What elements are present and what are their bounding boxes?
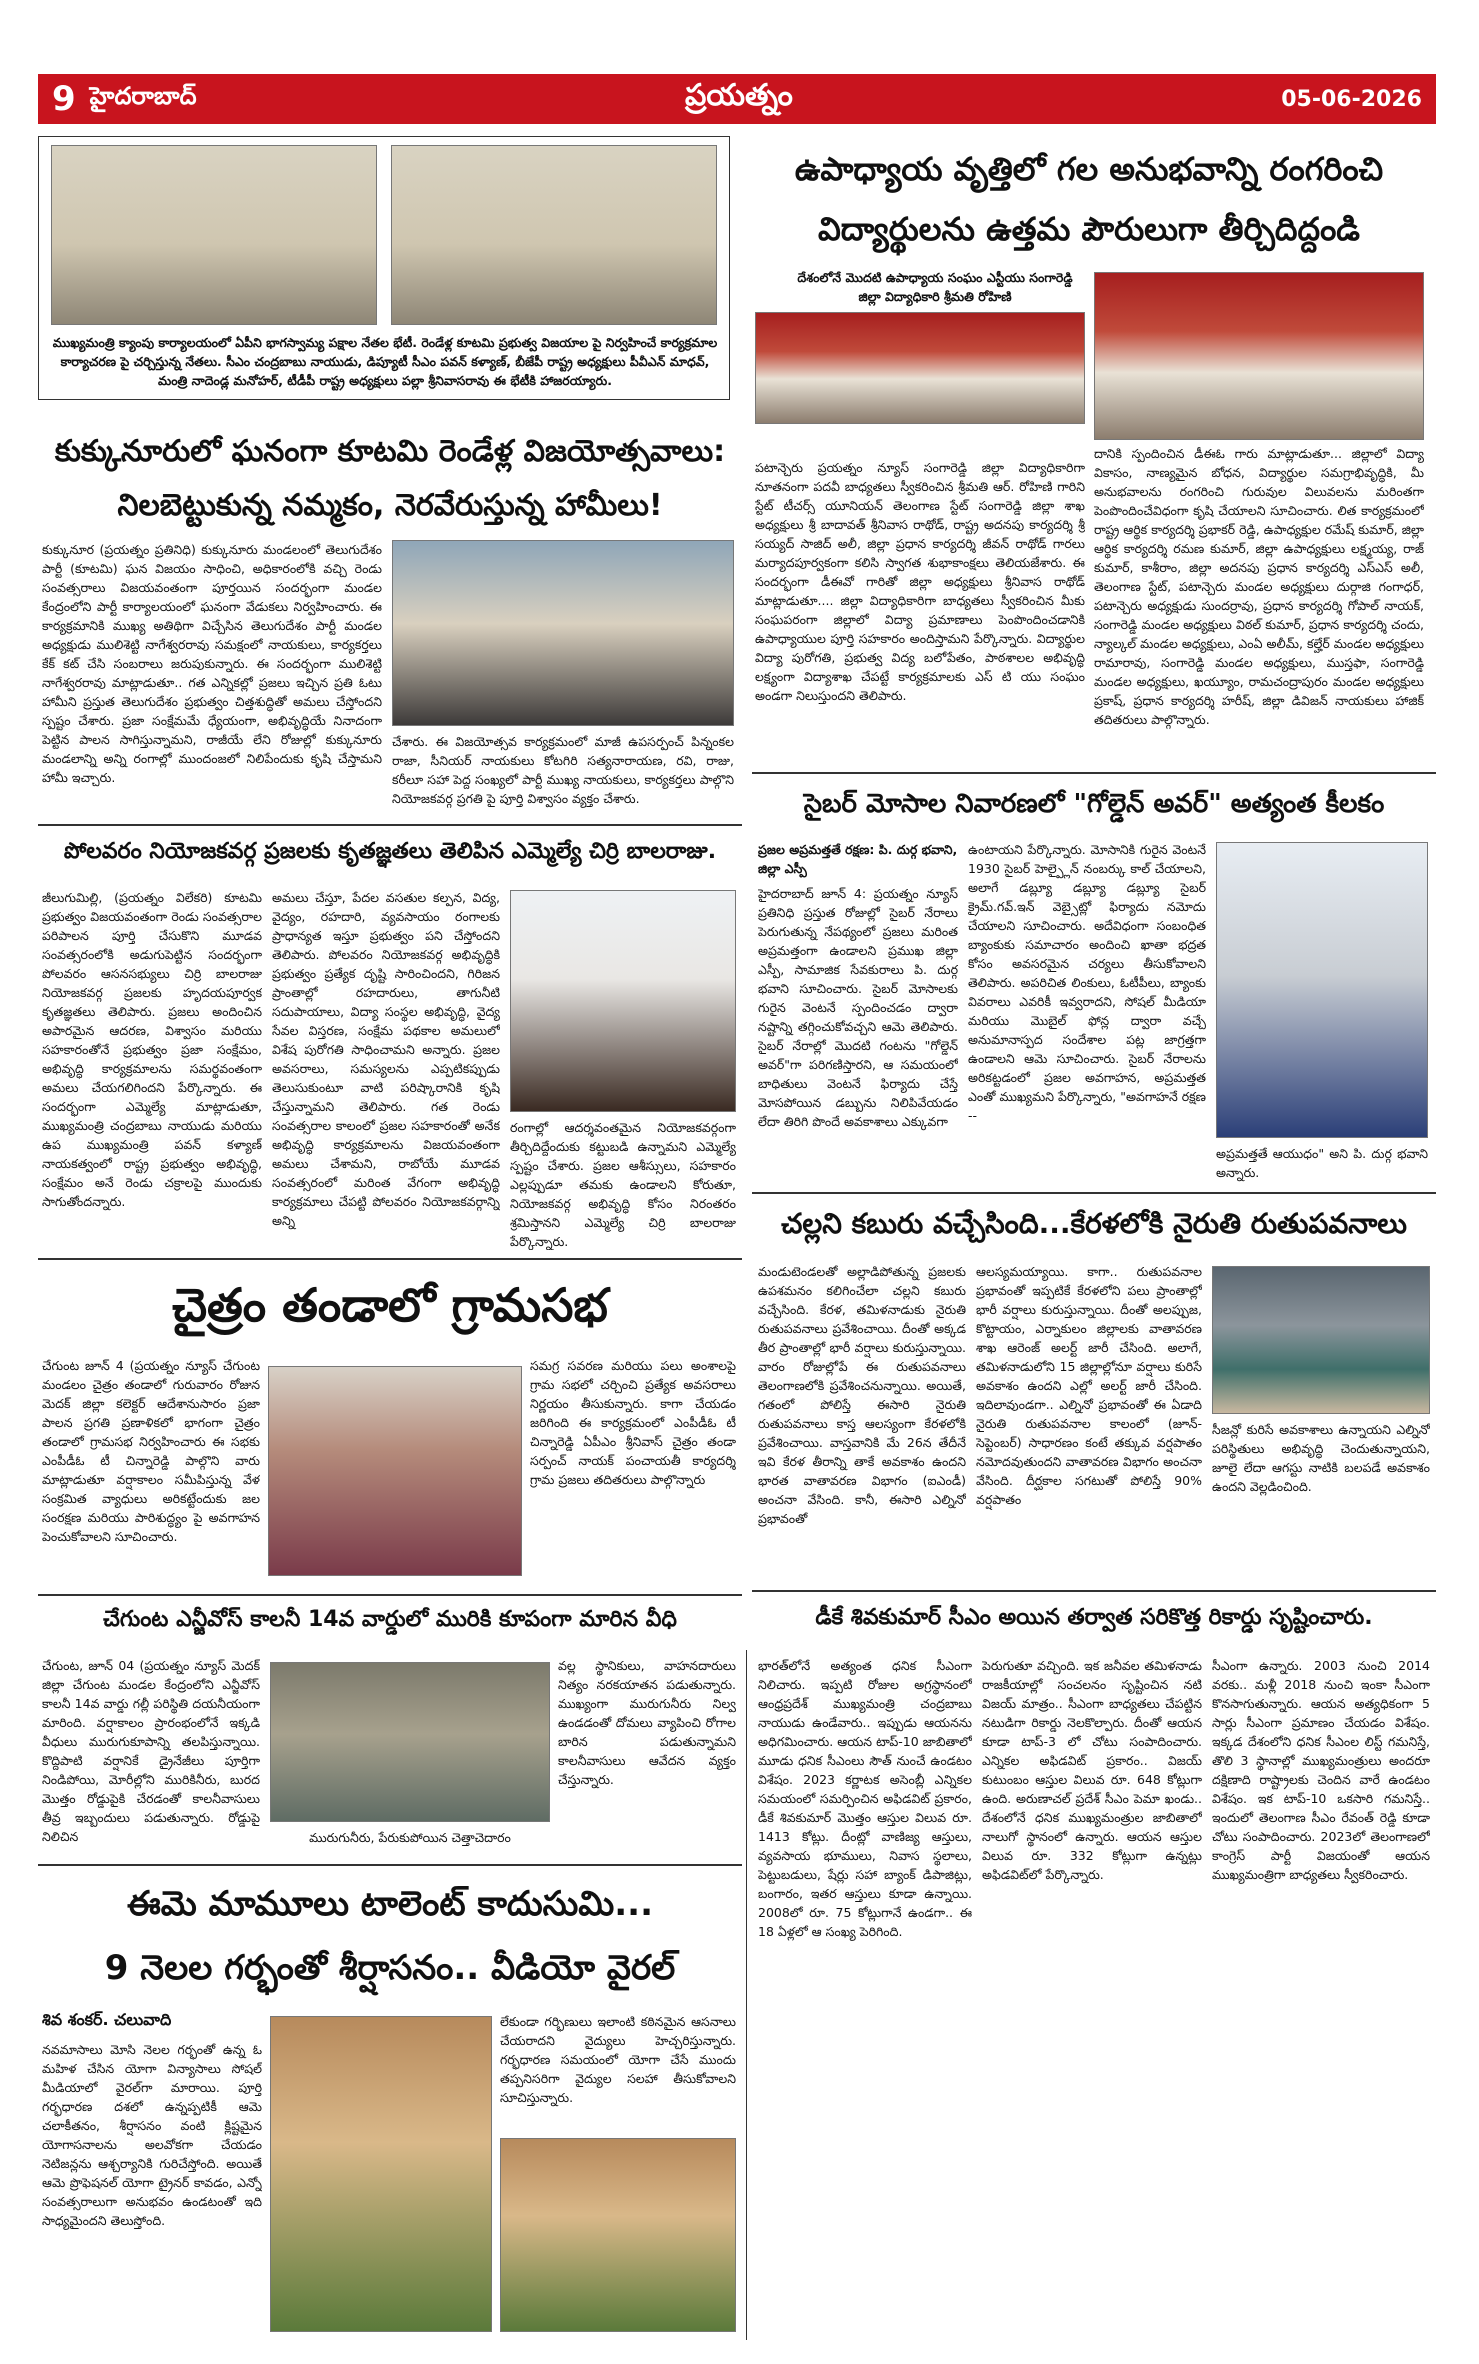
- story10-byline: శివ శంకర్. చలువాది: [42, 2010, 172, 2029]
- masthead-left: [52, 79, 197, 119]
- story4-body-col2: అమలు చేస్తూ, పేదల వసతుల కల్పన, విద్య, వైద్యం, రహదారి, వ్యవసాయం రంగాలకు ప్రాధాన్యత ఇస్తూ ప్రభుత్వం పని చేస్తోందని తెలిపారు. పోలవరం నియోజకవర్గ అభివృద్ధికి ప్రభుత్వం ప్రత్యేక దృష్టి సారించిందని, గిరిజన ప్రాంతాల్లో రహదారులు, తాగునీటి సదుపాయాలు, విద్యా సంస్థల అభివృద్ధి, వైద్య సేవల విస్తరణ, సంక్షేమ పథకాల అమలులో విశేష పురోగతి సాధించామని అన్నారు. ప్రజల అవసరాలు, సమస్యలను ఎప్పటికప్పుడు తెలుసుకుంటూ వాటి పరిష్కారానికి కృషి చేస్తున్నామని తెలిపారు. గత రెండు సంవత్సరాల కాలంలో ప్రజల సహకారంతో అనేక అభివృద్ధి కార్యక్రమాలను విజయవంతంగా అమలు చేశామని, రాబోయే మూడవ సంవత్సరంలో మరింత వేగంగా అభివృద్ధి కార్యక్రమాలు చేపట్టి పోలవరం నియోజకవర్గాన్ని అన్ని: [272, 890, 500, 1228]
- story10-headline-2: 9 నెలల గర్భంతో శీర్షాసనం.. వీడియో వైరల్: [104, 1948, 676, 1988]
- story2-headline-2: విద్యార్థులను ఉత్తమ పౌరులుగా తీర్చిదిద్దండి: [818, 210, 1360, 248]
- divider-2: [38, 1258, 742, 1260]
- story7-headline: చల్లని కబురు వచ్చేసింది...కేరళలోకి నైరుతి రుతుపవనాలు: [781, 1207, 1407, 1240]
- story1-photo-left: [51, 145, 377, 325]
- divider-5: [752, 1590, 1436, 1592]
- divider-1: [38, 824, 742, 826]
- story3-photo-caption: చేశారు. ఈ విజయోత్సవ కార్యక్రమంలో మాజీ ఉపసర్పంచ్ పిన్నంకల రాజా, సీనియర్ నాయకులు కోటగిరి సత్యనారాయణ, రవి, రాజు, కరీలూ సహా పెద్ద సంఖ్యలో పార్టీ ముఖ్య నాయకులు, కార్యకర్తలు పాల్గొని నియోజకవర్గ ప్రగతి పై పూర్తి విశ్వాసం వ్యక్తం చేశారు.: [392, 734, 734, 806]
- story8-photo-caption: మురుగునీరు, పేరుకుపోయిన చెత్తాచెదారం: [309, 1830, 511, 1845]
- story5-photo: [1216, 842, 1428, 1138]
- story4-headline: పోలవరం నియోజకవర్గ ప్రజలకు కృతజ్ఞతలు తెలిపిన ఎమ్మెల్యే చిర్రి బాలరాజు.: [63, 839, 717, 864]
- story8-headline: చేగుంట ఎన్జీవోస్ కాలనీ 14వ వార్డులో మురికి కూపంగా మారిన వీధి: [103, 1607, 677, 1632]
- story7-photo: [1212, 1266, 1430, 1414]
- story6-body-col3: సమగ్ర సవరణ మరియు పలు అంశాలపై గ్రామ సభలో చర్చించి ప్రత్యేక అవసరాలు నిర్ణయం తీసుకున్నారు. కాగా చేయడం జరిగింది ఈ కార్యక్రమంలో ఎంపీడీఓ టీ చిన్నారెడ్డి ఏపీఎం శ్రీనివాస్ చైత్రం తండా సర్పంచ్ నాయక్ పంచాయతీ కార్యదర్శి గ్రామ ప్రజలు తదితరులు పాల్గొన్నారు: [530, 1358, 736, 1487]
- story3-body-left: కుక్కునూర (ప్రయత్నం ప్రతినిధి) కుక్కునూరు మండలంలో తెలుగుదేశం పార్టీ (కూటమి) ఘన విజయం సాధించి, అధికారంలోకి వచ్చి రెండు సంవత్సరాలు విజయవంతంగా పూర్తయిన సందర్భంగా మండల కేంద్రంలోని పార్టీ కార్యాలయంలో ఘనంగా వేడుకలు నిర్వహించారు. ఈ కార్యక్రమానికి ముఖ్య అతిథిగా విచ్చేసిన తెలుగుదేశం పార్టీ మండల అధ్యక్షుడు ములిశెట్టి నాగేశ్వరరావు సమక్షంలో నాయకులు, కార్యకర్తలు కేక్ కట్ చేసి సంబరాలు జరుపుకున్నారు. ఈ సందర్భంగా ములిశెట్టి నాగేశ్వరరావు మాట్లాడుతూ.. గత ఎన్నికల్లో ప్రజలు ఇచ్చిన ప్రతి ఓటు హామీని ప్రస్తుత తెలుగుదేశం ప్రభుత్వం చిత్తశుద్ధితో అమలు చేస్తోందని స్పష్టం చేశారు. ప్రజా సంక్షేమమే ధ్యేయంగా, అభివృద్ధియే నినాదంగా పెట్టిన పాలన సాగిస్తున్నామని, రాజీయే లేని రోజుల్లో కుక్కునూరు మండలాన్ని అన్ని రంగాల్లో ముందంజలో నిలిపేందుకు కృషి చేస్తామని హామీ ఇచ్చారు.: [42, 542, 382, 785]
- story10-headline-1: ఈమె మామూలు టాలెంట్ కాదుసుమి...: [126, 1884, 654, 1924]
- story2-headline-1: ఉపాధ్యాయ వృత్తిలో గల అనుభవాన్ని రంగరించి: [794, 150, 1384, 188]
- story9-body-col3: సీఎంగా ఉన్నారు. 2003 నుంచి 2014 వరకు.. మళ్లీ 2018 నుంచి ఇంకా సీఎంగా కొనసాగుతున్నారు. ఆయన అత్యధికంగా 5 సార్లు సీఎంగా ప్రమాణం చేయడం విశేషం. ఇక్కడ దేశంలోని ధనిక సీఎంల లిస్ట్ గమనిస్తే, తొలి 3 స్థానాల్లో ముఖ్యమంత్రులు అందరూ దక్షిణాది రాష్ట్రాలకు చెందిన వారే ఉండటం విశేషం. ఇక టాప్-10 ఒకసారి గమనిస్తే.. ఇందులో తెలంగాణ సీఎం రేవంత్ రెడ్డి కూడా చోటు సంపాదించారు. 2023లో తెలంగాణలో కాంగ్రెస్ పార్టీ విజయంతో ఆయన ముఖ్యమంత్రిగా బాధ్యతలు స్వీకరించారు.: [1212, 1658, 1430, 1882]
- story5-photo-caption: అప్రమత్తతే ఆయుధం" అని పి. దుర్గ భవాని అన్నారు.: [1216, 1146, 1428, 1180]
- story10-photo-right: [500, 2138, 736, 2332]
- divider-6: [38, 1864, 742, 1866]
- story8-body-col1: చేగుంట, జూన్ 04 (ప్రయత్నం న్యూస్ మెదక్ జిల్లా చేగుంట మండల కేంద్రంలోని ఎన్జీవోస్ కాలనీ 14వ వార్డు గల్లీ పరిస్థితి దయనీయంగా మారింది. వర్షాకాలం ప్రారంభంలోనే ఇక్కడి వీధులు మురుగుకూపాన్ని తలపిస్తున్నాయి. కొద్దిపాటి వర్షానికే డ్రైనేజీలు పూర్తిగా నిండిపోయి, మోరీల్లోని మురికినీరు, బురద మొత్తం రోడ్డుపైకి చేరడంతో కాలనీవాసులు తీవ్ర ఇబ్బందులు పడుతున్నారు. రోడ్డుపై నిలిచిన: [42, 1658, 260, 1844]
- story2-body-right: దానికి స్పందించిన డీఈఓ గారు మాట్లాడుతూ... జిల్లాలో విద్యా వికాసం, నాణ్యమైన బోధన, విద్యార్థుల సమగ్రాభివృద్ధికి, మీ అనుభవాలను రంగరించి గురువుల విలువలను మరింతగా పెంపొందించేవిధంగా కృషి చేయాలని సూచించారు. లిత కార్యక్రమంలో రాష్ట్ర ఆర్థిక కార్యదర్శి ప్రభాకర్ రెడ్డి, ఉపాధ్యక్షుల రమేష్ కుమార్, జిల్లా ఆర్థిక కార్యదర్శి రమణ కుమార్, జిల్లా ఉపాధ్యక్షులు లక్ష్మయ్య, రాజ్ కుమార్, కాశీరాం, జిల్లా అదనపు ప్రధాన కార్యదర్శి ఎస్ఎస్ అలీ, తెలంగాణ స్టేట్, పటాన్చెరు మండల అధ్యక్షులు దుర్గాజి గంగాధర్, పటాన్చెరు అధ్యక్షుడు సుందర్రావు, ప్రధాన కార్యదర్శి గోపాల్ నాయక్, సంగారెడ్డి మండల అధ్యక్షులు విఠల్ కుమార్, ప్రధాన కార్యదర్శి చందు, న్యాల్కల్ మండల అధ్యక్షులు, ఎంఏ అలీమ్, కల్హేర్ మండల అధ్యక్షులు రామారావు, సంగారెడ్డి మండల అధ్యక్షులు, ముస్తఫా, సంగారెడ్డి మండల అధ్యక్షులు, ఖయ్యూం, రామచంద్రాపురం మండల అధ్యక్షులు ప్రకాష్, ప్రధాన కార్యదర్శి హరీష్, జిల్లా డివిజన్ నాయకులు హాజిక్ తదితరులు పాల్గొన్నారు.: [1094, 446, 1424, 727]
- story10-body-col3: లేకుండా గర్భిణులు ఇలాంటి కఠినమైన ఆసనాలు చేయరాదని వైద్యులు హెచ్చరిస్తున్నారు. గర్భధారణ సమయంలో యోగా చేసే ముందు తప్పనిసరిగా వైద్యుల సలహా తీసుకోవాలని సూచిస్తున్నారు.: [500, 2014, 736, 2105]
- story2-photo-left: [755, 312, 1085, 424]
- story5-body-col1: హైదరాబాద్ జూన్ 4: ప్రయత్నం న్యూస్ ప్రతినిధి ప్రస్తుత రోజుల్లో సైబర్ నేరాలు పెరుగుతున్న నేపథ్యంలో ప్రజలు మరింత అప్రమత్తంగా ఉండాలని ప్రముఖ జిల్లా ఎస్పీ, సామాజిక సేవకురాలు పి. దుర్గ భవాని సూచించారు. సైబర్ మోసాలకు గురైన వెంటనే స్పందించడం ద్వారా నష్టాన్ని తగ్గించుకోవచ్చని ఆమె తెలిపారు. సైబర్ నేరాల్లో మొదటి గంటను "గోల్డెన్ అవర్"గా పరిగణిస్తారని, ఆ సమయంలో బాధితులు వెంటనే ఫిర్యాదు చేస్తే మోసపోయిన డబ్బును నిలిపివేయడం లేదా తిరిగి పొందే అవకాశాలు ఎక్కువగా: [758, 886, 958, 1129]
- story9-body-col2: పెరుగుతూ వచ్చింది. ఇక జనీవల తమిళనాడు రాజకీయాల్లో సంచలనం సృష్టించిన నటి విజయ్ మాత్రం.. సీఎంగా బాధ్యతలు చేపట్టిన నటుడిగా రికార్డు నెలకొల్పారు. దీంతో ఆయన కూడా టాప్-3 లో చోటు సంపాదించారు. ఎన్నికల అఫిడవిట్ ప్రకారం.. విజయ్ కుటుంబం ఆస్తుల విలువ రూ. 648 కోట్లుగా ఉంది. అరుణాచల్ ప్రదేశ్ సీఎం పెమా ఖండు.. దేశంలోనే ధనిక ముఖ్యమంత్రుల జాబితాలో నాలుగో స్థానంలో ఉన్నారు. ఆయన ఆస్తుల విలువ రూ. 332 కోట్లుగా ఉన్నట్లు అఫిడవిట్‌లో పేర్కొన్నారు.: [982, 1658, 1202, 1882]
- story5-body-col2: ఉంటాయని పేర్కొన్నారు. మోసానికి గురైన వెంటనే 1930 సైబర్ హెల్ప్లైన్ నంబర్కు కాల్ చేయాలని, అలాగే డబ్ల్యూ డబ్ల్యూ డబ్ల్యూ సైబర్ క్రైమ్.గవ్.ఇన్ వెబ్సైట్లో ఫిర్యాదు నమోదు చేయాలని సూచించారు. అదేవిధంగా సంబంధిత బ్యాంకుకు సమాచారం అందించి ఖాతా భద్రత కోసం అవసరమైన చర్యలు తీసుకోవాలని తెలిపారు. అపరిచిత లింకులు, ఓటీపీలు, బ్యాంకు వివరాలు ఎవరికీ ఇవ్వరాదని, సోషల్ మీడియా మరియు మొబైల్ ఫోన్ల ద్వారా వచ్చే అనుమానాస్పద సందేశాల పట్ల జాగ్రత్తగా ఉండాలని ఆమె సూచించారు. సైబర్ నేరాలను అరికట్టడంలో ప్రజల అవగాహన, అప్రమత్తత ఎంతో ముఖ్యమని పేర్కొన్నారు, "అవగాహనే రక్షణ --: [968, 842, 1206, 1123]
- story1-photo-right: [391, 145, 717, 325]
- divider-4: [38, 1594, 742, 1596]
- story8-body-col3: వల్ల స్థానికులు, వాహనదారులు నిత్యం నరకయాతన పడుతున్నారు. ముఖ్యంగా మురుగునీరు నిల్వ ఉండడంతో దోమలు వ్యాపించి రోగాల బారిన పడుతున్నామని కాలనీవాసులు ఆవేదన వ్యక్తం చేస్తున్నారు.: [558, 1658, 736, 1787]
- story7-photo-caption: సీజన్లో కురిసే అవకాశాలు ఉన్నాయని ఎల్నినో పరిస్థితులు అభివృద్ధి చెందుతున్నాయని, జూలై లేదా ఆగస్టు నాటికి బలపడే అవకాశం ఉందని వెల్లడించింది.: [1212, 1422, 1430, 1494]
- story6-headline: చైత్రం తండాలో గ్రామసభ: [172, 1278, 608, 1332]
- divider-3: [752, 1192, 1436, 1194]
- page-number: 9: [52, 79, 76, 119]
- paper-name: ప్రయత్నం: [685, 78, 793, 113]
- story3-headline-1: కుక్కునూరులో ఘనంగా కూటమి రెండేళ్ల విజయోత్సవాలు:: [54, 434, 726, 469]
- column-divider: [746, 1650, 747, 2340]
- divider-story5-top: [752, 772, 1436, 774]
- story1-box: [38, 136, 730, 400]
- story1-caption: ముఖ్యమంత్రి క్యాంపు కార్యాలయంలో ఏపీని భాగస్వామ్య పక్షాల నేతల భేటీ. రెండేళ్ల కూటమి ప్రభుత్వ విజయాల పై నిర్వహించే కార్యక్రమాల కార్యాచరణ పై చర్చిస్తున్న నేతలు. సీఎం చంద్రబాబు నాయుడు, డిప్యూటీ సీఎం పవన్ కళ్యాణ్, బీజేపీ రాష్ట్ర అధ్యక్షులు పీవీఎన్ మాధవ్, మంత్రి నాదెండ్ల మనోహర్, టీడీపీ రాష్ట్ర అధ్యక్షులు పల్లా శ్రీనివాసరావు ఈ భేటీకి హాజరయ్యారు.: [52, 335, 718, 388]
- issue-date: 05-06-2026: [1281, 86, 1422, 112]
- story5-headline: సైబర్ మోసాల నివారణలో "గోల్డెన్ అవర్" అత్యంత కీలకం: [803, 789, 1385, 819]
- story2-photo-right: [1094, 272, 1424, 440]
- masthead: [38, 74, 1436, 124]
- section-city: హైదరాబాద్: [89, 82, 197, 110]
- story9-headline: డీకే శివకుమార్ సీఎం అయిన తర్వాత సరికొత్త రికార్డు సృష్టించారు.: [815, 1605, 1373, 1630]
- story2-body-left: పటాన్చెరు ప్రయత్నం న్యూస్ సంగారెడ్డి జిల్లా విద్యాధికారిగా నూతనంగా పదవీ బాధ్యతలు స్వీకరించిన శ్రీమతి ఆర్. రోహిణి గారిని స్టేట్ టీచర్స్ యూనియన్ తెలంగాణ స్టేట్ సంగారెడ్డి జిల్లా శాఖ అధ్యక్షులు శ్రీ బాదావత్ శ్రీనివాస రాథోడ్, రాష్ట్ర అదనపు కార్యదర్శి శ్రీ సయ్యద్ సాజిద్ అలీ, జిల్లా ప్రధాన కార్యదర్శి జీవన్ రాథోడ్ గారలు మర్యాదపూర్వకంగా కలిసి స్వాగత శుభాకాంక్షలు తెలియజేశారు. ఈ సందర్భంగా డీఈవో గారితో జిల్లా అధ్యక్షులు శ్రీనివాస రాథోడ్ మాట్లాడుతూ.... జిల్లా విద్యాధికారిగా బాధ్యతలు స్వీకరించిన మీకు సంఘపరంగా జిల్లాలో విద్యా ప్రమాణాలు పెంపొందించడానికి ఉపాధ్యాయుల పూర్తి సహకారం అందిస్తామని పేర్కొన్నారు. విద్యార్థుల విద్యా పురోగతి, ప్రభుత్వ విద్య బలోపేతం, పాఠశాలల అభివృద్ధి లక్ష్యంగా విద్యాశాఖ చేపట్టే కార్యక్రమాలకు ఎస్ టి యు సంఘం అండగా నిలుస్తుందని తెలిపారు.: [755, 460, 1085, 703]
- story6-photo: [268, 1366, 522, 1576]
- story4-body-col1: జీలుగుమిల్లి, (ప్రయత్నం విలేకరి) కూటమి ప్రభుత్వం విజయవంతంగా రెండు సంవత్సరాల పరిపాలన పూర్తి చేసుకొని మూడవ సంవత్సరంలోకి అడుగుపెట్టిన సందర్భంగా పోలవరం ఆసనసభ్యులు చిర్రి బాలరాజు నియోజకవర్గ ప్రజలకు హృదయపూర్వక కృతజ్ఞతలు తెలిపారు. ప్రజలు అందించిన అపారమైన ఆదరణ, విశ్వాసం మరియు సహకారంతోనే ప్రభుత్వం ప్రజా సంక్షేమం, అభివృద్ధి కార్యక్రమాలను సమర్థవంతంగా అమలు చేయగలిగిందని పేర్కొన్నారు. ఈ సందర్భంగా ఎమ్మెల్యే మాట్లాడుతూ, ముఖ్యమంత్రి చంద్రబాబు నాయుడు మరియు ఉప ముఖ్యమంత్రి పవన్ కళ్యాణ్ నాయకత్వంలో రాష్ట్ర ప్రభుత్వం అభివృద్ధి, సంక్షేమం అనే రెండు చక్రాలపై ముందుకు సాగుతోందన్నారు.: [42, 890, 262, 1209]
- story4-photo: [510, 890, 736, 1112]
- story8-photo: [270, 1662, 550, 1822]
- story7-body-col2: ఆలస్యమయ్యాయి. కాగా.. రుతుపవనాల ప్రభావంతో ఇప్పటికే కేరళలోని పలు ప్రాంతాల్లో భారీ వర్షాలు కురుస్తున్నాయి. దీంతో అలప్పుజ, కొట్టాయం, ఎర్నాకులం జిల్లాలకు వాతావరణ శాఖ ఆరెంజ్ అలర్ట్ జారీ చేసింది. అలాగే, తమిళనాడులోని 15 జిల్లాల్లోనూ వర్షాలు కురిసే అవకాశం ఉందని ఎల్లో అలర్ట్ జారీ చేసింది. ఇదిలావుండగా.. ఎల్నినో ప్రభావంతో ఈ ఏడాది నైరుతి రుతుపవనాల కాలంలో (జూన్-సెప్టెంబర్) సాధారణం కంటే తక్కువ వర్షపాతం నమోదవుతుందని వాతావరణ విభాగం అంచనా వేసింది. దీర్ఘకాల సగటుతో పోలిస్తే 90% వర్షపాతం: [976, 1264, 1202, 1507]
- story5-subhead: ప్రజల అప్రమత్తతే రక్షణ: పి. దుర్గ భవాని, జిల్లా ఎస్పీ: [758, 842, 958, 876]
- story9-body-col1: భారత్‌లోనే అత్యంత ధనిక సీఎంగా నిలిచారు. ఇప్పటి రోజుల అగ్రస్థానంలో ఆంధ్రప్రదేశ్ ముఖ్యమంత్రి చంద్రబాబు నాయుడు ఉండేవారు.. ఇప్పుడు ఆయనను అధిగమించారు. ఆయన టాప్-10 జాబితాలో మూడు ధనిక సీఎంలు సౌత్ నుంచే ఉండటం విశేషం. 2023 కర్ణాటక అసెంబ్లీ ఎన్నికల సమయంలో సమర్పించిన అఫిడవిట్ ప్రకారం, డీకే శివకుమార్ మొత్తం ఆస్తుల విలువ రూ. 1413 కోట్లు. దీంట్లో వాణిజ్య ఆస్తులు, వ్యవసాయ భూములు, నివాస స్థలాలు, పెట్టుబడులు, షేర్లు సహా బ్యాంక్ డిపాజిట్లు, బంగారం, ఇతర ఆస్తులు కూడా ఉన్నాయి. 2008లో రూ. 75 కోట్లుగానే ఉండగా.. ఈ 18 ఏళ్లలో ఆ సంఖ్య పెరిగింది.: [758, 1658, 972, 1939]
- story3-photo: [392, 540, 734, 726]
- story6-body-col1: చేగుంట జూన్ 4 (ప్రయత్నం న్యూస్ చేగుంట మండలం చైత్రం తండాలో గురువారం రోజున మెదక్ జిల్లా కలెక్టర్ ఆదేశానుసారం ప్రజా పాలన ప్రగతి ప్రణాళికలో భాగంగా చైత్రం తండాలో గ్రామసభ నిర్వహించారు ఈ సభకు ఎంపీడీఓ టీ చిన్నారెడ్డి పాల్గొని వారు మాట్లాడుతూ వర్షాకాలం సమీపిస్తున్న వేళ సంక్రమిత వ్యాధులు అరికట్టేందుకు జల సంరక్షణ మరియు పారిశుద్ధ్యం పై అవగాహన పెంచుకోవాలని సూచించారు.: [42, 1358, 260, 1544]
- story10-body-col1: నవమాసాలు మోసి నెలల గర్భంతో ఉన్న ఓ మహిళ చేసిన యోగా విన్యాసాలు సోషల్ మీడియాలో వైరల్‌గా మారాయి. పూర్తి గర్భధారణ దశలో ఉన్నప్పటికీ ఆమె చలాకీతనం, శీర్షాసనం వంటి క్లిష్టమైన యోగాసనాలను అలవోకగా చేయడం నెటిజన్లను ఆశ్చర్యానికి గురిచేస్తోంది. అయితే ఆమె ప్రొఫెషనల్ యోగా ట్రైనర్ కావడం, ఎన్నో సంవత్సరాలుగా అనుభవం ఉండటంతో ఇది సాధ్యమైందని తెలుస్తోంది.: [42, 2042, 262, 2228]
- story7-body-col1: మండుటెండలతో అల్లాడిపోతున్న ప్రజలకు ఉపశమనం కలిగించేలా చల్లని కబురు వచ్చేసింది. కేరళ, తమిళనాడుకు నైరుతి రుతుపవనాలు ప్రవేశించాయి. దీంతో అక్కడ తీర ప్రాంతాల్లో భారీ వర్షాలు కురుస్తున్నాయి. వారం రోజుల్లోపే ఈ రుతుపవనాలు తెలంగాణలోకి ప్రవేశించనున్నాయి. అయితే, గతంలో పోలిస్తే ఈసారి నైరుతి రుతుపవనాలు కాస్త ఆలస్యంగా కేరళలోకి ప్రవేశించాయి. వాస్తవానికి మే 26న తేదీనే ఇవి కేరళ తీరాన్ని తాకే అవకాశం ఉందని భారత వాతావరణ విభాగం (ఐఎండీ) అంచనా వేసింది. కానీ, ఈసారి ఎల్నినో ప్రభావంతో: [758, 1264, 966, 1526]
- story4-body-col3: రంగాల్లో ఆదర్శవంతమైన నియోజకవర్గంగా తీర్చిదిద్దేందుకు కట్టుబడి ఉన్నామని ఎమ్మెల్యే స్పష్టం చేశారు. ప్రజల ఆశీస్సులు, సహకారం ఎల్లప్పుడూ తమకు ఉండాలని కోరుతూ, నియోజకవర్గ అభివృద్ధి కోసం నిరంతరం శ్రమిస్తానని ఎమ్మెల్యే చిర్రి బాలరాజు పేర్కొన్నారు.: [510, 1120, 736, 1249]
- story2-subhead: దేశంలోనే మొదటి ఉపాధ్యాయ సంఘం ఎస్టీయు సంగారెడ్డి జిల్లా విద్యాధికారి శ్రీమతి రోహిణి: [797, 270, 1073, 304]
- story3-headline-2: నిలబెట్టుకున్న నమ్మకం, నెరవేరుస్తున్న హామీలు!: [117, 488, 663, 523]
- story10-photo-left: [270, 2016, 492, 2332]
